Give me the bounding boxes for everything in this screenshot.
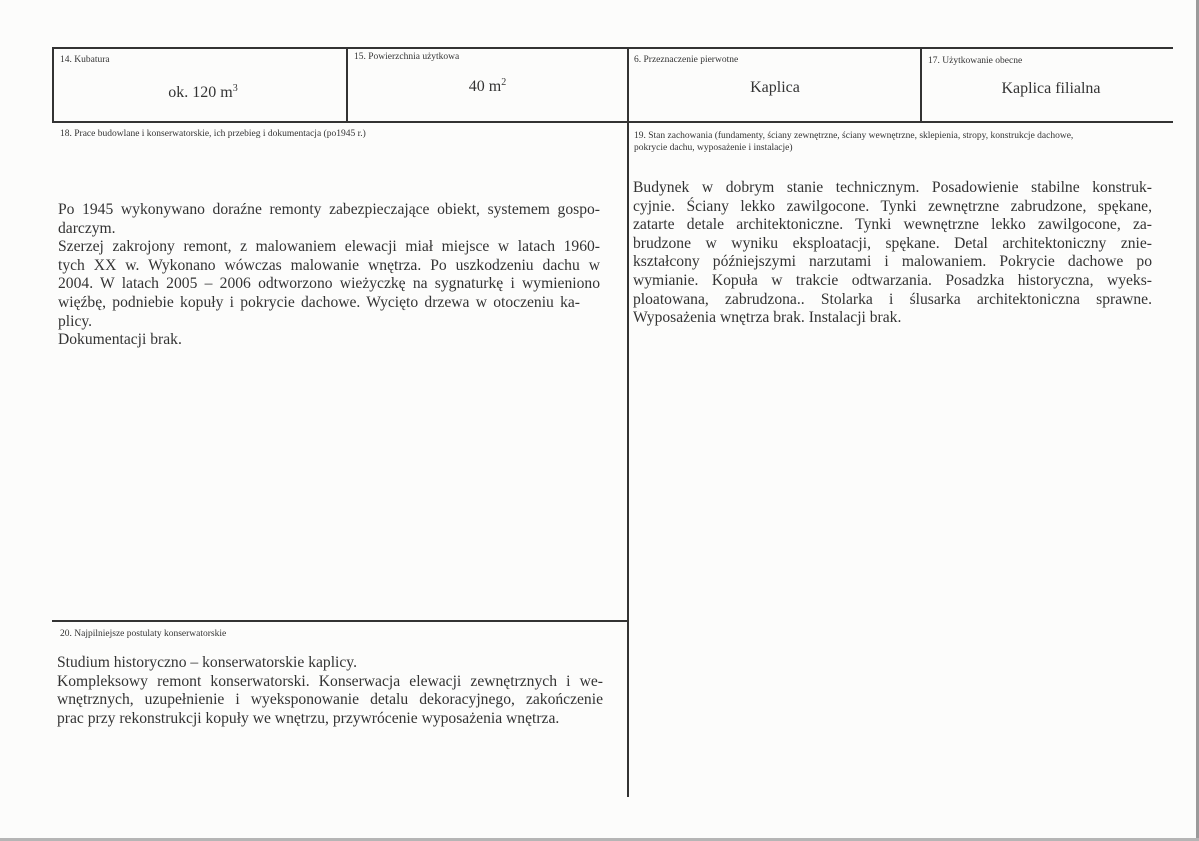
- postulaty-line: wnętrznych, uzupełnienie i wyeksponowanie detalu dekoracyjnego, zakończenie: [57, 691, 603, 709]
- powierzchnia-value-text: 40 m: [468, 78, 502, 95]
- powierzchnia-value: [348, 78, 627, 96]
- stan-label-line1: 19. Stan zachowania (fundamenty, ściany zewnętrzne, ściany wewnętrzne, sklepienia, stropy, konstrukcje dachowe,: [634, 131, 1074, 141]
- prace-line: Szerzej zakrojony remont, z malowaniem elewacji miał miejsce w latach 1960-: [58, 238, 600, 256]
- prace-line: 2004. W latach 2005 – 2006 odtworzono wieżyczkę na sygnaturkę i wymieniono: [58, 275, 600, 293]
- kubatura-value-text: ok. 120 m: [168, 84, 233, 101]
- main-column-divider: [627, 47, 629, 797]
- prace-line: plicy.: [58, 312, 93, 330]
- postulaty-line: Studium historyczno – konserwatorskie kaplicy.: [57, 654, 357, 671]
- postulaty-line: prac przy rekonstrukcji kopuły we wnętrzu, przywrócenie wyposażenia wnętrza.: [57, 709, 560, 727]
- przeznaczenie-value: Kaplica: [750, 79, 800, 96]
- stan-line: wymianie. Kopuła w trakcie odtwarzania. Posadzka historyczna, wyeks-: [633, 271, 1152, 289]
- stan-text: [633, 179, 1152, 328]
- stan-line: zatarte detale architektoniczne. Tynki wewnętrzne lekko zawilgocone, za-: [633, 216, 1152, 234]
- kubatura-label: 14. Kubatura: [60, 55, 110, 65]
- prace-line: więźbę, podniebie kopuły i pokrycie dachowe. Wycięto drzewa w otoczeniu ka-: [58, 293, 580, 311]
- stan-line: cyjnie. Ściany lekko zawilgocone. Tynki zewnętrzne zabrudzone, spękane,: [633, 197, 1152, 215]
- przeznaczenie-label: 6. Przeznaczenie pierwotne: [634, 55, 739, 65]
- left-rule: [52, 47, 54, 123]
- prace-line: tych XX w. Wykonano wówczas malowanie wnętrza. Po uszkodzeniu dachu w: [58, 256, 600, 274]
- kubatura-value: [60, 84, 346, 102]
- uzytkowanie-value: Kaplica filialna: [1001, 80, 1101, 97]
- kubatura-unit-exponent: 3: [232, 83, 238, 94]
- prace-label: 18. Prace budowlane i konserwatorskie, ich przebieg i dokumentacja (po1945 r.): [60, 129, 366, 139]
- stan-line: kształcony późniejszymi narzutami i malowaniem. Pokrycie dachowe po: [633, 253, 1152, 271]
- prace-line: Dokumentacji brak.: [58, 331, 182, 349]
- powierzchnia-unit-exponent: 2: [501, 77, 507, 88]
- header-bottom-rule: [52, 121, 1173, 123]
- postulaty-line: Kompleksowy remont konserwatorski. Konserwacja elewacji zewnętrznych i we-: [57, 672, 603, 690]
- stan-line: brudzone w wyniku eksploatacji, spękane. Detal architektoniczny znie-: [633, 234, 1152, 252]
- powierzchnia-label: 15. Powierzchnia użytkowa: [354, 52, 460, 62]
- prace-line: Po 1945 wykonywano doraźne remonty zabezpieczające obiekt, systemem gospo-: [58, 201, 600, 218]
- stan-line: ploatowana, zabrudzona.. Stolarka i ślusarka architektoniczna sprawne.: [633, 290, 1152, 308]
- stan-line: Wyposażenia wnętrza brak. Instalacji brak.: [633, 309, 902, 327]
- uzytkowanie-label: 17. Użytkowanie obecne: [928, 56, 1023, 66]
- postulaty-text: [57, 654, 603, 728]
- top-rule: [52, 47, 1173, 49]
- stan-line: Budynek w dobrym stanie technicznym. Posadowienie stabilne konstruk-: [633, 179, 1152, 196]
- prace-text: [58, 201, 600, 350]
- stan-label-line2: pokrycie dachu, wyposażenie i instalacje): [634, 143, 793, 153]
- postulaty-label: 20. Najpilniejsze postulaty konserwatorskie: [60, 629, 227, 639]
- prace-line: darczym.: [58, 219, 116, 237]
- section20-top-rule: [52, 620, 629, 622]
